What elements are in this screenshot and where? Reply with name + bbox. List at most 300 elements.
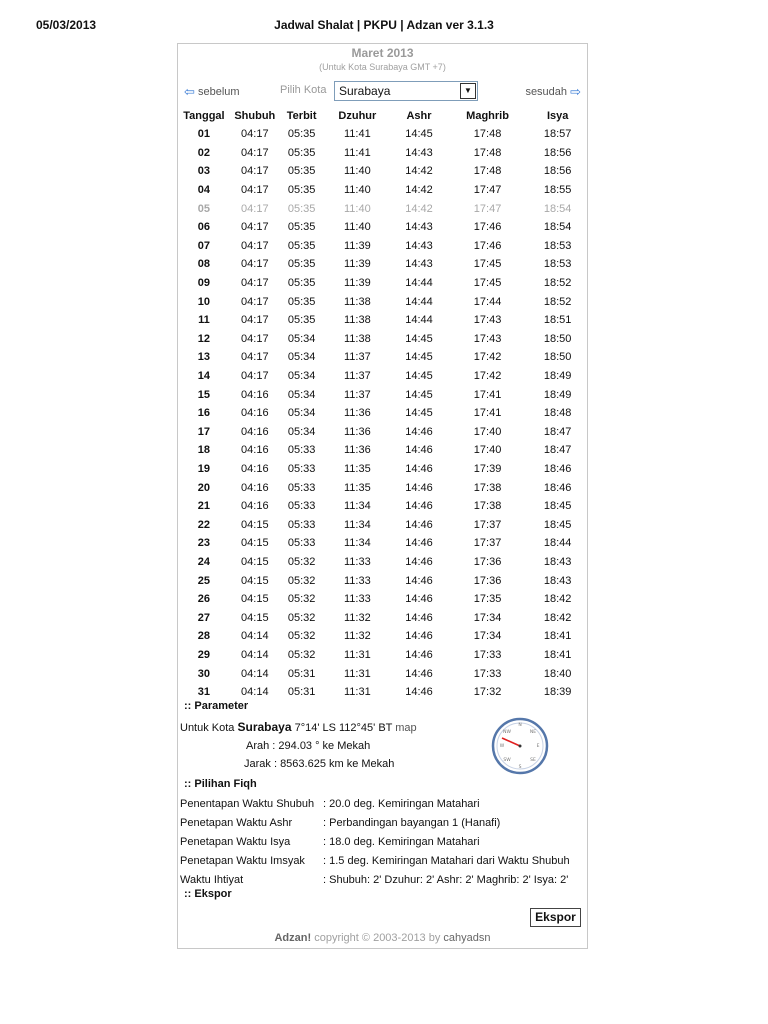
day-cell: 15 <box>197 388 211 401</box>
time-cell: 14:45 <box>405 370 433 383</box>
time-cell: 14:44 <box>405 277 433 290</box>
time-cell: 18:57 <box>543 128 572 141</box>
time-cell: 18:52 <box>543 295 572 308</box>
time-cell: 14:46 <box>405 648 433 661</box>
schedule-body <box>178 125 587 701</box>
print-date: 05/03/2013 <box>36 18 97 32</box>
time-cell: 11:39 <box>344 277 371 290</box>
time-cell: 18:45 <box>543 518 572 531</box>
time-cell: 04:14 <box>241 667 269 680</box>
day-cell: 23 <box>197 537 211 550</box>
time-cell: 05:34 <box>287 388 316 401</box>
compass-label: W <box>499 744 505 749</box>
time-cell: 17:35 <box>473 593 502 606</box>
time-cell: 04:16 <box>241 425 269 438</box>
time-cell: 18:51 <box>543 314 572 327</box>
day-cell: 05 <box>197 202 211 215</box>
fiqh-label: Penentapan Waktu Shubuh <box>180 798 315 810</box>
time-cell: 04:17 <box>241 184 269 197</box>
schedule-row <box>178 199 587 218</box>
time-cell: 14:42 <box>405 202 433 215</box>
day-cell: 14 <box>197 370 211 383</box>
export-button[interactable]: Ekspor <box>530 908 581 927</box>
time-cell: 05:35 <box>287 221 316 234</box>
time-cell: 05:35 <box>287 184 316 197</box>
parameter-city-line <box>180 720 417 734</box>
compass-pivot <box>519 745 522 748</box>
time-cell: 14:45 <box>405 332 433 345</box>
time-cell: 18:49 <box>543 388 572 401</box>
time-cell: 05:31 <box>287 686 316 699</box>
time-cell: 17:34 <box>473 630 502 643</box>
time-cell: 04:17 <box>241 332 269 345</box>
day-cell: 20 <box>197 481 211 494</box>
day-cell: 26 <box>197 593 211 606</box>
fiqh-label: Waktu Ihtiyat <box>180 874 244 886</box>
fiqh-value: : 1.5 deg. Kemiringan Matahari dari Waktu Shubuh <box>323 855 570 867</box>
time-cell: 18:42 <box>543 593 572 606</box>
time-cell: 05:35 <box>287 146 316 159</box>
time-cell: 05:33 <box>287 462 316 475</box>
time-cell: 18:56 <box>543 146 572 159</box>
time-cell: 11:34 <box>344 518 371 531</box>
time-cell: 04:15 <box>241 555 269 568</box>
schedule-row <box>178 255 587 274</box>
day-cell: 27 <box>197 611 211 624</box>
time-cell: 17:47 <box>473 202 502 215</box>
schedule-row <box>178 162 587 181</box>
time-cell: 04:16 <box>241 407 269 420</box>
time-cell: 04:17 <box>241 128 269 141</box>
schedule-row <box>178 274 587 293</box>
day-cell: 18 <box>197 444 211 457</box>
print-title: Jadwal Shalat | PKPU | Adzan ver 3.1.3 <box>274 18 494 32</box>
schedule-row <box>178 646 587 665</box>
time-cell: 11:36 <box>344 425 371 438</box>
schedule-row <box>178 478 587 497</box>
time-cell: 11:35 <box>344 481 371 494</box>
schedule-row <box>178 367 587 386</box>
time-cell: 05:31 <box>287 667 316 680</box>
schedule-row <box>178 553 587 572</box>
qibla-compass-icon <box>490 716 550 776</box>
time-cell: 18:47 <box>543 425 572 438</box>
time-cell: 05:35 <box>287 202 316 215</box>
time-cell: 18:43 <box>543 574 572 587</box>
time-cell: 11:39 <box>344 258 371 271</box>
next-month-link[interactable] <box>525 84 581 100</box>
time-cell: 05:32 <box>287 611 316 624</box>
time-cell: 18:46 <box>543 462 572 475</box>
right-arrow-icon: ⇨ <box>570 84 581 99</box>
time-cell: 14:46 <box>405 481 433 494</box>
compass-label: E <box>536 744 540 749</box>
time-cell: 05:32 <box>287 648 316 661</box>
column-header: Maghrib <box>466 109 509 122</box>
day-cell: 10 <box>197 295 211 308</box>
city-prefix: Untuk Kota <box>180 722 235 734</box>
schedule-row <box>178 218 587 237</box>
time-cell: 11:37 <box>344 351 371 364</box>
time-cell: 14:43 <box>405 258 433 271</box>
time-cell: 05:35 <box>287 128 316 141</box>
time-cell: 11:31 <box>344 648 371 661</box>
fiqh-value: : 18.0 deg. Kemiringan Matahari <box>323 836 480 848</box>
footer-author-link[interactable]: cahyadsn <box>443 932 491 944</box>
time-cell: 04:14 <box>241 630 269 643</box>
time-cell: 11:41 <box>344 146 371 159</box>
time-cell: 11:35 <box>344 462 371 475</box>
time-cell: 14:43 <box>405 146 433 159</box>
time-cell: 11:40 <box>344 221 371 234</box>
compass-label: NW <box>503 730 511 735</box>
chevron-down-icon[interactable]: ▼ <box>460 83 476 99</box>
time-cell: 04:16 <box>241 500 269 513</box>
time-cell: 18:47 <box>543 444 572 457</box>
parameter-city-name: Surabaya <box>237 720 292 734</box>
left-arrow-icon: ⇦ <box>184 84 195 99</box>
time-cell: 17:48 <box>473 165 502 178</box>
time-cell: 17:40 <box>473 425 502 438</box>
schedule-row <box>178 441 587 460</box>
schedule-table <box>178 106 587 701</box>
time-cell: 17:38 <box>473 481 502 494</box>
fiqh-value: : Perbandingan bayangan 1 (Hanafi) <box>323 817 501 829</box>
footer <box>178 932 587 944</box>
fiqh-heading: :: Pilihan Fiqh <box>184 778 257 790</box>
time-cell: 05:33 <box>287 537 316 550</box>
time-cell: 18:49 <box>543 370 572 383</box>
time-cell: 14:46 <box>405 630 433 643</box>
export-heading: :: Ekspor <box>184 888 232 900</box>
time-cell: 05:35 <box>287 239 316 252</box>
footer-brand: Adzan! <box>274 932 312 944</box>
time-cell: 18:40 <box>543 667 572 680</box>
time-cell: 11:38 <box>344 314 371 327</box>
day-cell: 07 <box>197 239 211 252</box>
time-cell: 17:32 <box>473 686 502 699</box>
time-cell: 14:45 <box>405 407 433 420</box>
schedule-row <box>178 423 587 442</box>
time-cell: 17:34 <box>473 611 502 624</box>
prev-month-label: sebelum <box>197 86 240 98</box>
day-cell: 12 <box>197 332 211 345</box>
compass-label: SW <box>503 758 511 763</box>
time-cell: 11:37 <box>344 370 371 383</box>
day-cell: 01 <box>197 128 211 141</box>
fiqh-value: : Shubuh: 2' Dzuhur: 2' Ashr: 2' Maghrib: 2' Isya: 2' <box>323 874 569 886</box>
time-cell: 11:32 <box>344 611 371 624</box>
time-cell: 17:42 <box>473 351 502 364</box>
time-cell: 17:36 <box>473 574 502 587</box>
time-cell: 04:15 <box>241 518 269 531</box>
time-cell: 05:33 <box>287 481 316 494</box>
schedule-row <box>178 311 587 330</box>
column-header: Tanggal <box>183 109 225 122</box>
time-cell: 18:50 <box>543 332 572 345</box>
schedule-row <box>178 627 587 646</box>
time-cell: 17:38 <box>473 500 502 513</box>
schedule-row <box>178 664 587 683</box>
day-cell: 06 <box>197 221 211 234</box>
day-cell: 19 <box>197 462 211 475</box>
time-cell: 05:32 <box>287 555 316 568</box>
time-cell: 17:43 <box>473 332 502 345</box>
time-cell: 17:45 <box>473 277 502 290</box>
day-cell: 03 <box>197 165 211 178</box>
fiqh-value: : 20.0 deg. Kemiringan Matahari <box>323 798 480 810</box>
time-cell: 11:31 <box>344 686 371 699</box>
day-cell: 11 <box>198 314 210 327</box>
map-link[interactable]: map <box>395 722 417 734</box>
prev-month-link[interactable] <box>184 84 240 100</box>
time-cell: 04:17 <box>241 370 269 383</box>
schedule-row <box>178 348 587 367</box>
day-cell: 31 <box>197 686 211 699</box>
city-coordinates: 7°14' LS 112°45' BT <box>294 722 393 734</box>
time-cell: 18:41 <box>543 630 572 643</box>
time-cell: 05:34 <box>287 370 316 383</box>
time-cell: 14:43 <box>405 221 433 234</box>
time-cell: 04:17 <box>241 202 269 215</box>
time-cell: 17:33 <box>473 667 502 680</box>
time-cell: 17:42 <box>473 370 502 383</box>
parameter-heading: :: Parameter <box>184 700 249 712</box>
time-cell: 14:46 <box>405 555 433 568</box>
compass-label: NE <box>529 730 537 735</box>
schedule-row <box>178 608 587 627</box>
time-cell: 18:55 <box>543 184 572 197</box>
time-cell: 11:40 <box>344 202 371 215</box>
time-cell: 17:45 <box>473 258 502 271</box>
time-cell: 14:46 <box>405 667 433 680</box>
time-cell: 05:34 <box>287 351 316 364</box>
time-cell: 17:44 <box>473 295 502 308</box>
print-header <box>0 18 768 38</box>
time-cell: 04:17 <box>241 314 269 327</box>
time-cell: 17:36 <box>473 555 502 568</box>
day-cell: 17 <box>197 425 211 438</box>
schedule-row <box>178 385 587 404</box>
calendar-subtitle: (Untuk Kota Surabaya GMT +7) <box>319 62 446 72</box>
time-cell: 05:34 <box>287 425 316 438</box>
column-header: Terbit <box>286 109 317 122</box>
time-cell: 04:16 <box>241 481 269 494</box>
schedule-row <box>178 497 587 516</box>
qibla-direction: Arah : 294.03 ° ke Mekah <box>246 740 371 752</box>
schedule-header-row <box>178 106 587 125</box>
schedule-row <box>178 404 587 423</box>
time-cell: 17:48 <box>473 146 502 159</box>
time-cell: 04:17 <box>241 165 269 178</box>
column-header: Shubuh <box>234 109 276 122</box>
city-select[interactable] <box>334 81 478 101</box>
time-cell: 17:46 <box>473 221 502 234</box>
month-title: Maret 2013 <box>351 46 414 60</box>
time-cell: 17:40 <box>473 444 502 457</box>
time-cell: 14:46 <box>405 593 433 606</box>
time-cell: 04:15 <box>241 593 269 606</box>
mecca-distance: Jarak : 8563.625 km ke Mekah <box>244 758 395 770</box>
time-cell: 04:15 <box>241 574 269 587</box>
day-cell: 08 <box>197 258 211 271</box>
time-cell: 05:33 <box>287 444 316 457</box>
footer-copyright: copyright © 2003-2013 by <box>314 932 441 944</box>
time-cell: 11:41 <box>344 128 371 141</box>
time-cell: 05:35 <box>287 277 316 290</box>
schedule-row <box>178 515 587 534</box>
day-cell: 21 <box>197 500 211 513</box>
column-header: Ashr <box>406 109 432 122</box>
time-cell: 14:46 <box>405 537 433 550</box>
compass-label: SE <box>530 758 536 763</box>
fiqh-label: Penetapan Waktu Ashr <box>180 817 293 829</box>
day-cell: 09 <box>197 277 211 290</box>
schedule-row <box>178 534 587 553</box>
day-cell: 24 <box>197 555 211 568</box>
time-cell: 17:39 <box>473 462 502 475</box>
time-cell: 18:42 <box>543 611 572 624</box>
time-cell: 18:48 <box>543 407 572 420</box>
time-cell: 18:54 <box>543 221 572 234</box>
fiqh-label: Penetapan Waktu Isya <box>180 836 291 848</box>
time-cell: 18:53 <box>543 239 572 252</box>
day-cell: 13 <box>197 351 211 364</box>
time-cell: 17:43 <box>473 314 502 327</box>
time-cell: 18:45 <box>543 500 572 513</box>
schedule-row <box>178 237 587 256</box>
time-cell: 18:44 <box>543 537 572 550</box>
time-cell: 17:37 <box>473 518 502 531</box>
time-cell: 17:48 <box>473 128 502 141</box>
time-cell: 14:46 <box>405 425 433 438</box>
time-cell: 11:36 <box>344 444 371 457</box>
compass-label: S <box>518 765 522 770</box>
next-month-label: sesudah <box>525 86 568 98</box>
time-cell: 04:17 <box>241 221 269 234</box>
time-cell: 14:44 <box>405 295 433 308</box>
time-cell: 14:44 <box>405 314 433 327</box>
time-cell: 14:43 <box>405 239 433 252</box>
time-cell: 05:35 <box>287 165 316 178</box>
city-select-label: Pilih Kota <box>280 84 327 96</box>
time-cell: 04:17 <box>241 351 269 364</box>
time-cell: 11:33 <box>344 555 371 568</box>
time-cell: 11:40 <box>344 184 371 197</box>
time-cell: 14:46 <box>405 444 433 457</box>
schedule-row <box>178 144 587 163</box>
time-cell: 05:32 <box>287 593 316 606</box>
time-cell: 04:17 <box>241 258 269 271</box>
day-cell: 02 <box>197 146 211 159</box>
time-cell: 18:54 <box>543 202 572 215</box>
time-cell: 11:39 <box>344 239 371 252</box>
fiqh-label: Penetapan Waktu Imsyak <box>180 855 305 867</box>
time-cell: 04:15 <box>241 611 269 624</box>
schedule-row <box>178 683 587 702</box>
time-cell: 18:50 <box>543 351 572 364</box>
day-cell: 25 <box>197 574 211 587</box>
time-cell: 11:32 <box>344 630 371 643</box>
time-cell: 17:47 <box>473 184 502 197</box>
time-cell: 14:45 <box>405 388 433 401</box>
schedule-row <box>178 460 587 479</box>
time-cell: 18:53 <box>543 258 572 271</box>
time-cell: 04:16 <box>241 388 269 401</box>
time-cell: 11:36 <box>344 407 371 420</box>
schedule-row <box>178 125 587 144</box>
time-cell: 14:46 <box>405 462 433 475</box>
time-cell: 17:46 <box>473 239 502 252</box>
compass-label: N <box>518 723 522 728</box>
time-cell: 14:42 <box>405 184 433 197</box>
time-cell: 11:31 <box>344 667 371 680</box>
time-cell: 17:41 <box>473 388 502 401</box>
time-cell: 11:33 <box>344 574 371 587</box>
city-select-value: Surabaya <box>339 84 391 98</box>
time-cell: 05:33 <box>287 518 316 531</box>
time-cell: 05:34 <box>287 407 316 420</box>
time-cell: 05:35 <box>287 314 316 327</box>
day-cell: 04 <box>197 184 211 197</box>
time-cell: 18:41 <box>543 648 572 661</box>
time-cell: 04:16 <box>241 444 269 457</box>
column-header: Dzuhur <box>338 109 377 122</box>
time-cell: 04:17 <box>241 277 269 290</box>
time-cell: 14:46 <box>405 500 433 513</box>
time-cell: 11:38 <box>344 332 371 345</box>
time-cell: 04:17 <box>241 295 269 308</box>
time-cell: 18:56 <box>543 165 572 178</box>
day-cell: 29 <box>197 648 211 661</box>
time-cell: 04:14 <box>241 686 269 699</box>
time-cell: 18:46 <box>543 481 572 494</box>
day-cell: 30 <box>197 667 211 680</box>
time-cell: 17:33 <box>473 648 502 661</box>
day-cell: 22 <box>197 518 211 531</box>
time-cell: 05:32 <box>287 574 316 587</box>
time-cell: 14:46 <box>405 518 433 531</box>
schedule-row <box>178 181 587 200</box>
column-header: Isya <box>546 109 569 122</box>
time-cell: 05:32 <box>287 630 316 643</box>
time-cell: 04:16 <box>241 462 269 475</box>
time-cell: 05:35 <box>287 295 316 308</box>
time-cell: 18:52 <box>543 277 572 290</box>
schedule-row <box>178 590 587 609</box>
day-cell: 28 <box>197 630 211 643</box>
time-cell: 05:34 <box>287 332 316 345</box>
time-cell: 14:46 <box>405 686 433 699</box>
day-cell: 16 <box>197 407 211 420</box>
time-cell: 11:33 <box>344 593 371 606</box>
time-cell: 11:34 <box>344 537 371 550</box>
time-cell: 04:17 <box>241 239 269 252</box>
time-cell: 18:43 <box>543 555 572 568</box>
time-cell: 18:39 <box>543 686 572 699</box>
time-cell: 05:33 <box>287 500 316 513</box>
time-cell: 17:37 <box>473 537 502 550</box>
schedule-row <box>178 292 587 311</box>
time-cell: 14:46 <box>405 574 433 587</box>
prayer-schedule-panel <box>177 43 588 949</box>
time-cell: 14:46 <box>405 611 433 624</box>
time-cell: 11:34 <box>344 500 371 513</box>
time-cell: 04:14 <box>241 648 269 661</box>
time-cell: 04:15 <box>241 537 269 550</box>
time-cell: 11:38 <box>344 295 371 308</box>
schedule-row <box>178 571 587 590</box>
